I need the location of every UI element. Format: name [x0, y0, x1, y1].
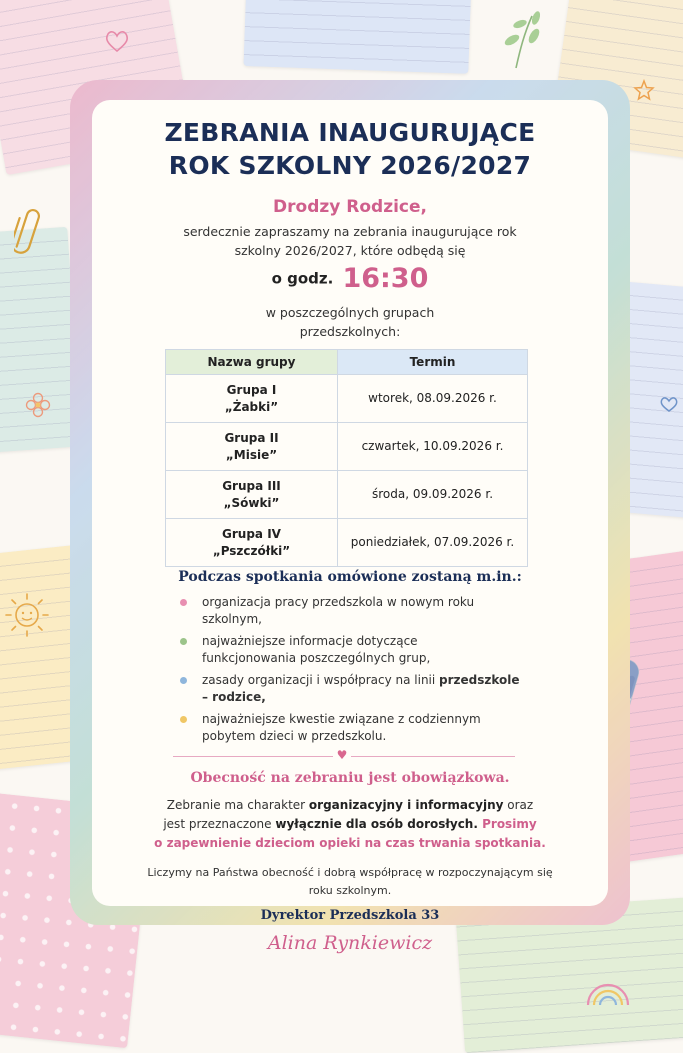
date-cell: czwartek, 10.09.2026 r.: [338, 423, 528, 471]
heart-doodle-icon: [103, 28, 131, 54]
group-nickname: „Sówki”: [223, 495, 280, 510]
topic-bold: – rodzice,: [202, 690, 266, 704]
leaf-sprig-icon: [498, 10, 548, 70]
topic-bold: przedszkole: [439, 673, 520, 687]
group-name: Grupa III: [222, 478, 281, 493]
table-row: [166, 423, 528, 471]
info-highlight: Prosimy: [477, 817, 537, 831]
header-group-name: Nazwa grupy: [166, 350, 338, 375]
pink-bullet-icon: [180, 599, 187, 606]
info-bold: organizacyjny i informacyjny: [308, 798, 504, 812]
time-prefix: o godz.: [271, 269, 334, 288]
blue-note-paper: [243, 0, 471, 74]
topic-line: funkcjonowania poszczególnych grup,: [202, 651, 431, 665]
schedule-table: [165, 349, 528, 567]
group-cell: [166, 519, 338, 567]
info-bold: wyłącznie dla osób dorosłych.: [275, 817, 478, 831]
group-nickname: „Żabki”: [224, 399, 279, 414]
title-line-2: ROK SZKOLNY 2026/2027: [168, 151, 532, 180]
group-cell: [166, 423, 338, 471]
list-item: [180, 672, 530, 706]
group-name: Grupa I: [226, 382, 277, 397]
date-cell: poniedziałek, 07.09.2026 r.: [338, 519, 528, 567]
green-bullet-icon: [180, 638, 187, 645]
intro-line-1: serdecznie zapraszamy na zebrania inaugurujące rok: [183, 224, 517, 239]
rainbow-doodle-icon: [583, 975, 633, 1009]
title-line-1: ZEBRANIA INAUGURUJĄCE: [164, 118, 536, 147]
group-cell: [166, 375, 338, 423]
info-text-part: oraz: [503, 798, 534, 812]
heart-outline-icon: [659, 395, 679, 413]
topics-list: [180, 594, 530, 750]
time-value: 16:30: [342, 263, 429, 294]
topic-line: pobytem dzieci w przedszkolu.: [202, 729, 387, 743]
topic-line: najważniejsze kwestie związane z codziennym: [202, 712, 481, 726]
groups-line-2: przedszkolnych:: [299, 324, 401, 339]
header-date: Termin: [338, 350, 528, 375]
page-title: [120, 116, 580, 182]
meeting-time: [200, 263, 500, 294]
topic-lead: zasady organizacji i współpracy na linii: [202, 673, 440, 687]
table-row: [166, 471, 528, 519]
group-nickname: „Misie”: [225, 447, 278, 462]
info-text-part: Zebranie ma charakter: [166, 798, 309, 812]
info-text: [150, 796, 550, 853]
closing-line-2: roku szkolnym.: [308, 884, 392, 897]
blue-bullet-icon: [180, 677, 187, 684]
date-cell: środa, 09.09.2026 r.: [338, 471, 528, 519]
info-highlight: o zapewnienie dzieciom opieki na czas trwania spotkania.: [154, 836, 546, 850]
intro-line-2: szkolny 2026/2027, które odbędą się: [234, 243, 466, 258]
group-nickname: „Pszczółki”: [212, 543, 291, 558]
list-item: [180, 711, 530, 745]
group-name: Grupa II: [224, 430, 279, 445]
signature-title: Dyrektor Przedszkola 33: [260, 908, 440, 923]
signature-name: Alina Rynkiewicz: [267, 932, 433, 954]
closing-text: [140, 864, 560, 900]
closing-line-1: Liczymy na Państwa obecność i dobrą współpracę w rozpoczynającym się: [147, 866, 553, 879]
list-item: [180, 594, 530, 628]
paperclip-icon: [14, 205, 40, 257]
star-doodle-icon: [633, 79, 655, 101]
topic-line: szkolnym,: [202, 612, 262, 626]
list-item: [180, 633, 530, 667]
sun-doodle-icon: [2, 590, 52, 640]
greeting: Drodzy Rodzice,: [273, 197, 427, 217]
table-row: [166, 375, 528, 423]
topics-heading: Podczas spotkania omówione zostaną m.in.:: [178, 569, 522, 585]
mandatory-notice: Obecność na zebraniu jest obowiązkowa.: [190, 770, 510, 786]
yellow-bullet-icon: [180, 716, 187, 723]
info-text-part: jest przeznaczone: [163, 817, 276, 831]
intro-text: [170, 222, 530, 260]
flower-doodle-icon: [25, 392, 51, 418]
heart-divider-icon: ♥: [333, 747, 351, 763]
groups-line-1: w poszczególnych grupach: [265, 305, 435, 320]
date-cell: wtorek, 08.09.2026 r.: [338, 375, 528, 423]
table-header-row: [166, 350, 528, 375]
groups-text: [170, 303, 530, 341]
topic-line: najważniejsze informacje dotyczące: [202, 634, 418, 648]
group-name: Grupa IV: [222, 526, 281, 541]
topic-line: organizacja pracy przedszkola w nowym roku: [202, 595, 475, 609]
group-cell: [166, 471, 338, 519]
table-row: [166, 519, 528, 567]
